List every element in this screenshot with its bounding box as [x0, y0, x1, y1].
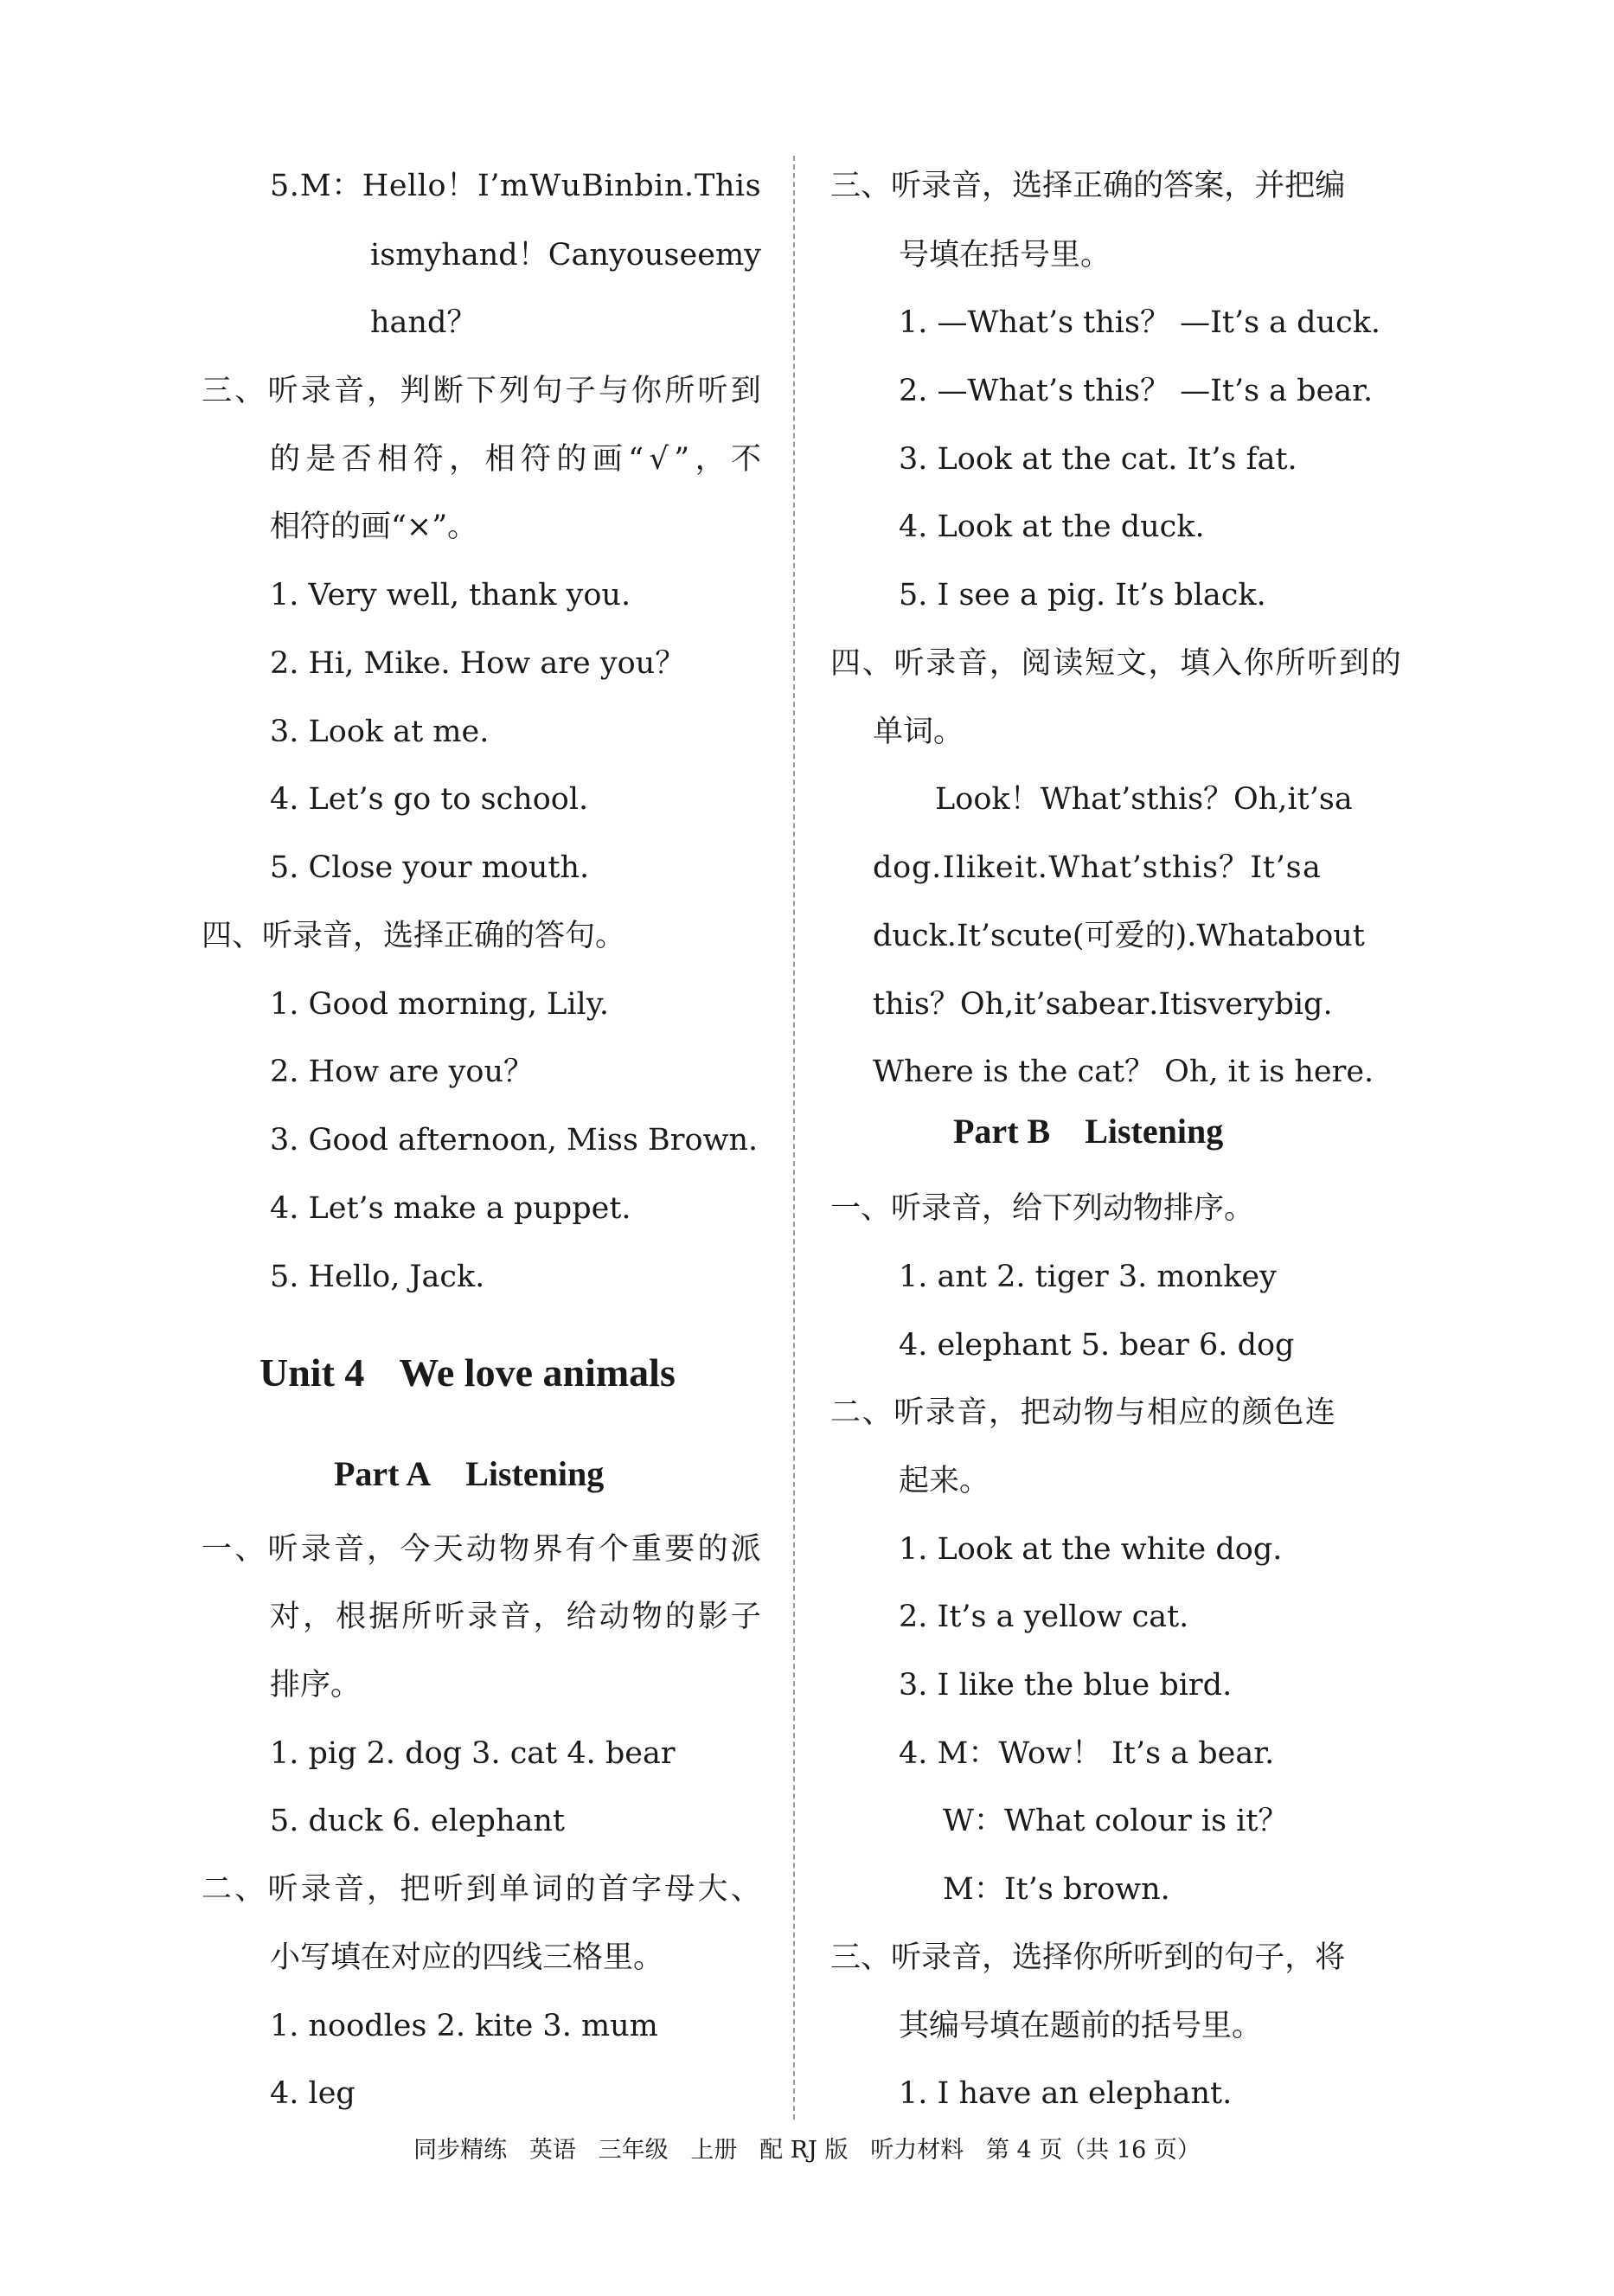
- passage-line: L o o k ！ W h a t ’ s t h i s ？ O h , i t ’ s a: [935, 782, 1353, 817]
- list-item: 5. duck 6. elephant: [270, 1804, 565, 1838]
- list-item: 1. ant 2. tiger 3. monkey: [899, 1260, 1277, 1294]
- list-item: 2. It’s a yellow cat.: [899, 1600, 1189, 1634]
- passage-line: d o g . I l i k e i t . W h a t ’ s t h i s ？ I t ’ s a: [873, 850, 1321, 885]
- list-item: 1. pig 2. dog 3. cat 4. bear: [270, 1736, 676, 1771]
- list-item: 5. Hello, Jack.: [270, 1260, 485, 1294]
- list-item: 2. —What’s this？ —It’s a bear.: [899, 374, 1374, 408]
- list-item: 2. How are you？: [270, 1055, 535, 1089]
- list-item: 4. Look at the duck.: [899, 510, 1205, 544]
- list-item: 4. Let’s go to school.: [270, 782, 589, 817]
- text-line: hand？: [370, 305, 477, 340]
- passage-line: d u c k . I t ’ s c u t e ( 可 爱 的 ) . W h a t a b o u t: [873, 919, 1365, 953]
- section-heading-cont: 排序。: [270, 1668, 362, 1703]
- passage-line: Where is the cat？ Oh, it is here.: [873, 1055, 1374, 1089]
- text-line: 5 . M ： H e l l o ！ I ’ m W u B i n b i n . T h i s: [270, 169, 761, 203]
- section-heading-cont: 单词。: [873, 715, 964, 749]
- section-heading: 四、听录音，选择正确的答句。: [202, 919, 626, 953]
- list-item: 1. Very well, thank you.: [270, 578, 631, 612]
- list-item: 1. I have an elephant.: [899, 2076, 1233, 2111]
- section-heading-cont: 的 是 否 相 符 ， 相 符 的 画 “ √ ” ， 不: [270, 442, 761, 477]
- part-label: Part B: [953, 1112, 1051, 1151]
- part-name: Listening: [1085, 1112, 1224, 1151]
- list-item: 4. leg: [270, 2076, 355, 2111]
- list-item: 5. Close your mouth.: [270, 850, 590, 885]
- dialogue-line: W：What colour is it？: [943, 1804, 1289, 1838]
- section-heading-cont: 起来。: [899, 1464, 990, 1498]
- section-heading: 二 、 听 录 音 ， 把 听 到 单 词 的 首 字 母 大 、: [202, 1872, 761, 1907]
- section-heading: 三 、 听 录 音 ， 选 择 你 所 听 到 的 句 子 ， 将: [830, 1940, 1346, 1975]
- section-heading-cont: 对 ， 根 据 所 听 录 音 ， 给 动 物 的 影 子: [270, 1600, 761, 1634]
- part-b-title: [953, 1111, 1223, 1151]
- section-heading-cont: 号填在括号里。: [899, 238, 1111, 273]
- unit-title: [259, 1350, 676, 1395]
- section-heading: 四 、 听 录 音 ， 阅 读 短 文 ， 填 入 你 所 听 到 的: [830, 646, 1401, 681]
- list-item: 4. M：Wow！ It’s a bear.: [899, 1736, 1275, 1771]
- part-a-title: [334, 1453, 604, 1494]
- part-name: Listening: [465, 1454, 605, 1493]
- section-heading: 三 、 听 录 音 ， 选 择 正 确 的 答 案 ， 并 把 编: [830, 169, 1346, 203]
- list-item: 1. noodles 2. kite 3. mum: [270, 2009, 658, 2043]
- page-footer: 同步精练 英语 三年级 上册 配 RJ 版 听力材料 第 4 页（共 16 页）: [413, 2137, 1201, 2164]
- column-divider: [793, 156, 795, 2120]
- text-line: i s m y h a n d ！ C a n y o u s e e m y: [370, 238, 761, 273]
- list-item: 3. Look at me.: [270, 715, 490, 749]
- list-item: 3. I like the blue bird.: [899, 1668, 1233, 1703]
- section-heading: 一、听录音，给下列动物排序。: [830, 1191, 1255, 1226]
- list-item: 4. elephant 5. bear 6. dog: [899, 1328, 1295, 1363]
- list-item: 1. Good morning, Lily.: [270, 987, 609, 1022]
- section-heading-cont: 相符的画“×”。: [270, 510, 478, 544]
- list-item: 1. —What’s this？ —It’s a duck.: [899, 305, 1381, 340]
- passage-line: t h i s ？ O h , i t ’ s a b e a r . I t i s v e r y b i g .: [873, 987, 1333, 1022]
- section-heading: 二 、 听 录 音 ， 把 动 物 与 相 应 的 颜 色 连: [830, 1395, 1335, 1430]
- section-heading-cont: 小写填在对应的四线三格里。: [270, 1940, 664, 1975]
- list-item: 1. Look at the white dog.: [899, 1532, 1283, 1567]
- list-item: 3. Look at the cat. It’s fat.: [899, 442, 1297, 477]
- section-heading: 一 、 听 录 音 ， 今 天 动 物 界 有 个 重 要 的 派: [202, 1532, 761, 1567]
- section-heading-cont: 其编号填在题前的括号里。: [899, 2009, 1263, 2043]
- list-item: 5. I see a pig. It’s black.: [899, 578, 1266, 612]
- list-item: 2. Hi, Mike. How are you？: [270, 646, 686, 681]
- list-item: 4. Let’s make a puppet.: [270, 1191, 631, 1226]
- dialogue-line: M：It’s brown.: [943, 1872, 1170, 1907]
- part-label: Part A: [334, 1454, 432, 1493]
- section-heading: 三 、 听 录 音 ， 判 断 下 列 句 子 与 你 所 听 到: [202, 374, 761, 408]
- unit-number: Unit 4: [259, 1350, 365, 1395]
- list-item: 3. Good afternoon, Miss Brown.: [270, 1123, 759, 1158]
- unit-name: We love animals: [399, 1350, 676, 1395]
